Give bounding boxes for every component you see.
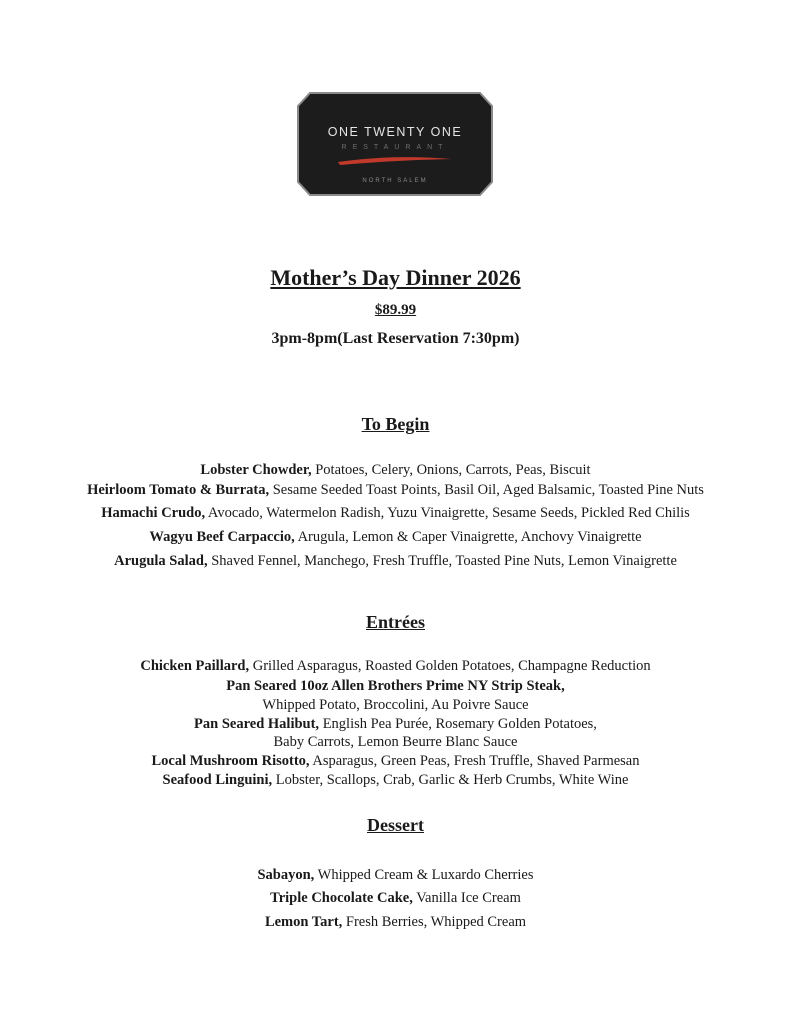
menu-item-continued [0,734,791,751]
item-name: Hamachi Crudo, [101,505,206,521]
item-description: Potatoes, Celery, Onions, Carrots, Peas, Biscuit [311,462,591,478]
item-description: Asparagus, Green Peas, Fresh Truffle, Shaved Parmesan [309,753,640,769]
item-name: Seafood Linguini, [162,772,273,788]
item-description: Lobster, Scallops, Crab, Garlic & Herb Crumbs, White Wine [272,772,629,788]
item-name: Chicken Paillard, [140,658,250,674]
item-name: Pan Seared 10oz Allen Brothers Prime NY Strip Steak, [226,678,565,694]
menu-item [0,482,791,499]
menu-hours: 3pm-8pm(Last Reservation 7:30pm) [271,330,520,347]
section-title-dessert: Dessert [367,815,424,835]
logo-location-text: NORTH SALEM [362,178,428,184]
item-description: Arugula, Lemon & Caper Vinaigrette, Anchovy Vinaigrette [294,529,642,545]
item-name: Triple Chocolate Cake, [270,890,413,906]
item-description: Avocado, Watermelon Radish, Yuzu Vinaigrette, Sesame Seeds, Pickled Red Chilis [205,505,690,521]
menu-item-continued [0,697,791,714]
item-name: Local Mushroom Risotto, [151,753,310,769]
menu-item [0,658,791,675]
item-description: Grilled Asparagus, Roasted Golden Potatoes, Champagne Reduction [249,658,651,674]
section-title-entrees: Entrées [366,612,425,632]
menu-item [0,867,791,884]
item-name: Lemon Tart, [264,914,343,930]
menu-price: $89.99 [374,302,417,318]
item-name: Lobster Chowder, [200,462,312,478]
menu-item [0,505,791,522]
item-name: Arugula Salad, [114,553,208,569]
item-description: Shaved Fennel, Manchego, Fresh Truffle, Toasted Pine Nuts, Lemon Vinaigrette [207,553,677,569]
menu-item [0,772,791,789]
item-description: Fresh Berries, Whipped Cream [342,914,527,930]
item-description: English Pea Purée, Rosemary Golden Potatoes, [319,716,597,732]
item-name: Heirloom Tomato & Burrata, [87,482,270,498]
menu-item [0,553,791,570]
logo-subtitle-text: RESTAURANT [341,144,449,151]
menu-item [0,914,791,931]
menu-item [0,890,791,907]
menu-item [0,678,791,695]
item-description: Baby Carrots, Lemon Beurre Blanc Sauce [273,734,518,750]
section-title-to-begin: To Begin [361,414,430,434]
menu-item [0,462,791,479]
menu-item [0,529,791,546]
menu-item [0,753,791,770]
logo-name-text: ONE TWENTY ONE [327,125,463,139]
item-name: Pan Seared Halibut, [194,716,320,732]
menu-title: Mother’s Day Dinner 2026 [270,265,521,290]
item-name: Wagyu Beef Carpaccio, [149,529,295,545]
item-description: Sesame Seeded Toast Points, Basil Oil, Aged Balsamic, Toasted Pine Nuts [269,482,704,498]
restaurant-logo [296,92,494,196]
menu-item [0,716,791,733]
item-description: Vanilla Ice Cream [412,890,521,906]
item-name: Sabayon, [257,867,315,883]
item-description: Whipped Potato, Broccolini, Au Poivre Sauce [262,697,529,713]
item-description: Whipped Cream & Luxardo Cherries [314,867,534,883]
